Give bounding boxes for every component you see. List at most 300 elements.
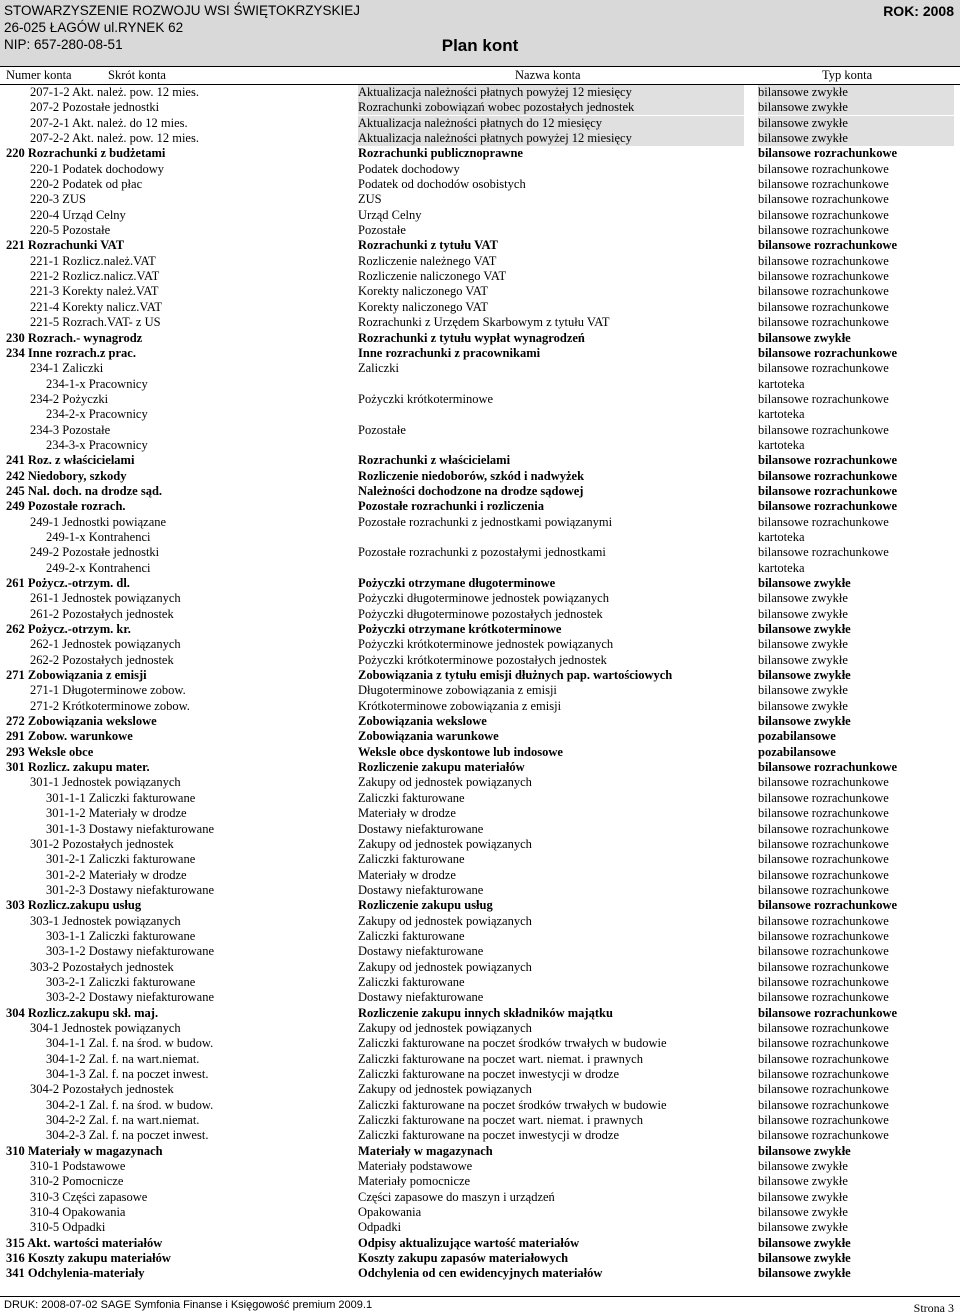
account-number: 221-2 Rozlicz.nalicz.VAT [30, 269, 160, 284]
table-row [0, 484, 960, 499]
account-type: bilansowe rozrachunkowe [758, 269, 889, 284]
account-type: pozabilansowe [758, 744, 836, 759]
table-row [0, 453, 960, 468]
account-type: bilansowe zwykłe [758, 100, 954, 115]
table-row [0, 729, 960, 744]
account-number: 220-4 Urząd Celny [30, 207, 126, 222]
account-number: 234-2 Pożyczki [30, 391, 109, 406]
table-row [0, 162, 960, 177]
account-type: bilansowe rozrachunkowe [758, 775, 889, 790]
account-type: bilansowe rozrachunkowe [758, 898, 898, 913]
account-type: bilansowe rozrachunkowe [758, 1082, 889, 1097]
table-row [0, 545, 960, 560]
table-row [0, 116, 960, 131]
account-number: 304-1-2 Zal. f. na wart.niemat. [46, 1051, 200, 1066]
account-name: Odpisy aktualizujące wartość materiałów [358, 1235, 580, 1250]
account-name: Zaliczki fakturowane na poczet inwestycji w drodze [358, 1067, 619, 1081]
table-row [0, 1128, 960, 1143]
account-type: bilansowe rozrachunkowe [758, 990, 889, 1005]
account-number: 316 Koszty zakupu materiałów [6, 1251, 171, 1266]
table-row [0, 192, 960, 207]
account-name: Pożyczki krótkoterminowe jednostek powiązanych [358, 637, 614, 652]
table-row [0, 591, 960, 606]
account-name: Pożyczki długoterminowe pozostałych jednostek [358, 606, 603, 621]
account-name: Materiały podstawowe [358, 1159, 473, 1174]
table-row [0, 499, 960, 514]
account-name: Weksle obce dyskontowe lub indosowe [358, 744, 563, 759]
account-name: Zakupy od jednostek powiązanych [358, 836, 532, 851]
account-number: 249-1 Jednostki powiązane [30, 514, 167, 529]
account-name: Dostawy niefakturowane [358, 821, 484, 836]
account-type: bilansowe zwykłe [758, 698, 848, 713]
account-name: Zakupy od jednostek powiązanych [358, 1020, 532, 1035]
account-type: bilansowe zwykłe [758, 637, 848, 652]
account-number: 304-1-1 Zal. f. na środ. w budow. [46, 1036, 214, 1051]
page-title: Plan kont [441, 36, 519, 55]
account-number: 301-1-3 Dostawy niefakturowane [46, 821, 215, 836]
account-type: bilansowe zwykłe [758, 652, 848, 667]
account-number: 303 Rozlicz.zakupu usług [6, 898, 142, 913]
account-type: bilansowe rozrachunkowe [758, 345, 898, 360]
account-type: bilansowe rozrachunkowe [758, 867, 889, 882]
account-name: Odchylenia od cen ewidencyjnych materiałów [358, 1266, 603, 1281]
account-type: bilansowe rozrachunkowe [758, 146, 898, 161]
account-name: Materiały w magazynach [358, 1143, 493, 1158]
account-name: Korekty naliczonego VAT [358, 284, 489, 299]
account-type: bilansowe zwykłe [758, 330, 851, 345]
table-row [0, 530, 960, 545]
account-number: 234 Inne rozrach.z prac. [6, 345, 136, 360]
table-row [0, 392, 960, 407]
account-number: 291 Zobow. warunkowe [6, 729, 133, 744]
account-number: 304-2-2 Zal. f. na wart.niemat. [46, 1113, 200, 1128]
account-type: bilansowe zwykłe [758, 591, 848, 606]
table-row [0, 822, 960, 837]
account-type: bilansowe zwykłe [758, 1143, 851, 1158]
table-row [0, 683, 960, 698]
account-number: 303-1-1 Zaliczki fakturowane [46, 928, 196, 943]
account-name: Podatek od dochodów osobistych [358, 177, 526, 192]
account-type: bilansowe rozrachunkowe [758, 499, 898, 514]
account-type: bilansowe zwykłe [758, 683, 848, 698]
account-type: bilansowe zwykłe [758, 714, 851, 729]
account-name: Krótkoterminowe zobowiązania z emisji [358, 698, 562, 713]
account-type: bilansowe rozrachunkowe [758, 790, 889, 805]
account-number: 310 Materiały w magazynach [6, 1143, 163, 1158]
account-number: 301-2 Pozostałych jednostek [30, 836, 174, 851]
table-row [0, 315, 960, 330]
account-type: bilansowe rozrachunkowe [758, 836, 889, 851]
account-name: Długoterminowe zobowiązania z emisji [358, 683, 557, 698]
account-number: 304-1 Jednostek powiązanych [30, 1020, 181, 1035]
account-type: bilansowe rozrachunkowe [758, 192, 889, 207]
account-number: 310-5 Odpadki [30, 1220, 106, 1235]
table-row [0, 929, 960, 944]
account-name: Pozostałe [358, 422, 406, 437]
account-type: bilansowe rozrachunkowe [758, 852, 889, 867]
table-row [0, 1006, 960, 1021]
account-name: Pozostałe rozrachunki z jednostkami powiązanymi [358, 514, 613, 529]
account-number: 272 Zobowiązania wekslowe [6, 714, 157, 729]
account-name: Pożyczki otrzymane krótkoterminowe [358, 622, 562, 637]
account-name: Rozliczenie zakupu usług [358, 898, 493, 913]
table-row [0, 1098, 960, 1113]
table-row [0, 146, 960, 161]
account-name: Opakowania [358, 1205, 422, 1220]
table-row [0, 1113, 960, 1128]
account-number: 304 Rozlicz.zakupu skł. maj. [6, 1005, 159, 1020]
table-row [0, 960, 960, 975]
table-row [0, 837, 960, 852]
table-row [0, 868, 960, 883]
account-number: 234-1-x Pracownicy [46, 376, 148, 391]
page-number: Strona 3 [913, 1301, 954, 1315]
table-row [0, 331, 960, 346]
account-name: Dostawy niefakturowane [358, 990, 484, 1005]
column-header-row [0, 66, 960, 85]
account-type: bilansowe rozrachunkowe [758, 253, 889, 268]
account-type: bilansowe zwykłe [758, 668, 851, 683]
account-type: bilansowe rozrachunkowe [758, 1128, 889, 1143]
table-row [0, 407, 960, 422]
account-number: 220-5 Pozostałe [30, 223, 111, 238]
account-number: 301 Rozlicz. zakupu mater. [6, 760, 150, 775]
account-type: bilansowe rozrachunkowe [758, 1097, 889, 1112]
account-name: Zobowiązania z tytułu emisji dłużnych pap. wartościowych [358, 668, 673, 683]
account-number: 303-2-1 Zaliczki fakturowane [46, 974, 196, 989]
account-type: bilansowe zwykłe [758, 1205, 848, 1220]
account-type: kartoteka [758, 407, 805, 422]
account-name: Materiały w drodze [358, 867, 456, 882]
col-name-header: Nazwa konta [515, 68, 581, 82]
account-name: Zaliczki fakturowane [358, 790, 465, 805]
account-number: 261-1 Jednostek powiązanych [30, 591, 181, 606]
account-type: bilansowe rozrachunkowe [758, 913, 889, 928]
account-name: Materiały pomocnicze [358, 1174, 471, 1189]
table-row [0, 668, 960, 683]
account-name: Zaliczki fakturowane na poczet środków trwałych w budowie [358, 1097, 667, 1112]
account-name: Korekty naliczonego VAT [358, 299, 489, 314]
account-name: Pożyczki krótkoterminowe pozostałych jednostek [358, 652, 607, 667]
account-number: 249-2-x Kontrahenci [46, 560, 151, 575]
table-row [0, 852, 960, 867]
table-row [0, 131, 960, 146]
col-number-header: Numer konta [6, 68, 72, 82]
account-name: Materiały w drodze [358, 806, 456, 821]
account-number: 304-1-3 Zal. f. na poczet inwest. [46, 1067, 209, 1081]
account-number: 249-1-x Kontrahenci [46, 529, 151, 544]
account-name: Pożyczki krótkoterminowe [358, 391, 494, 406]
year-label: ROK: 2008 [883, 3, 954, 19]
account-name: Pozostałe rozrachunki i rozliczenia [358, 499, 544, 514]
account-number: 271-1 Długoterminowe zobow. [30, 683, 186, 698]
account-type: bilansowe zwykłe [758, 1159, 848, 1174]
org-nip: NIP: 657-280-08-51 [4, 37, 123, 52]
account-type: bilansowe rozrachunkowe [758, 974, 889, 989]
account-name: Należności dochodzone na drodze sądowej [358, 483, 584, 498]
account-type: bilansowe rozrachunkowe [758, 1067, 889, 1081]
account-number: 207-2-2 Akt. należ. pow. 12 mies. [30, 131, 199, 146]
account-name: Odpadki [358, 1220, 402, 1235]
print-info: DRUK: 2008-07-02 SAGE Symfonia Finanse i Księgowość premium 2009.1 [4, 1299, 373, 1311]
account-number: 220-1 Podatek dochodowy [30, 161, 165, 176]
account-name: Rozliczenie zakupu innych składników majątku [358, 1005, 613, 1020]
account-name: Koszty zakupu zapasów materiałowych [358, 1251, 569, 1266]
account-name: Zakupy od jednostek powiązanych [358, 913, 532, 928]
account-number: 221 Rozrachunki VAT [6, 238, 125, 253]
account-name: Zaliczki fakturowane na poczet wart. niemat. i prawnych [358, 1051, 643, 1066]
account-type: bilansowe zwykłe [758, 1235, 851, 1250]
account-type: bilansowe rozrachunkowe [758, 806, 889, 821]
account-number: 261 Pożycz.-otrzym. dl. [6, 576, 130, 590]
account-number: 303-1-2 Dostawy niefakturowane [46, 944, 215, 959]
account-number: 262 Pożycz.-otrzym. kr. [6, 622, 131, 637]
account-type: kartoteka [758, 376, 805, 391]
account-number: 301-1-2 Materiały w drodze [46, 806, 187, 821]
account-type: bilansowe rozrachunkowe [758, 299, 889, 314]
report-footer [0, 1296, 960, 1316]
account-number: 303-2 Pozostałych jednostek [30, 959, 174, 974]
account-name: Rozliczenie naliczonego VAT [358, 269, 507, 284]
table-row [0, 269, 960, 284]
account-name: Pozostałe [358, 223, 406, 238]
account-name: Zakupy od jednostek powiązanych [358, 775, 532, 790]
account-number: 315 Akt. wartości materiałów [6, 1235, 163, 1250]
col-type-header: Typ konta [822, 68, 873, 82]
account-type: bilansowe zwykłe [758, 622, 851, 637]
table-row [0, 223, 960, 238]
account-number: 271 Zobowiązania z emisji [6, 668, 147, 683]
account-type: bilansowe rozrachunkowe [758, 882, 889, 897]
table-row [0, 975, 960, 990]
account-name: Zobowiązania wekslowe [358, 714, 487, 729]
account-type: pozabilansowe [758, 729, 836, 744]
account-number: 241 Roz. z właścicielami [6, 453, 135, 468]
account-number: 301-2-2 Materiały w drodze [46, 867, 187, 882]
account-number: 234-1 Zaliczki [30, 361, 104, 376]
account-type: bilansowe zwykłe [758, 116, 954, 131]
table-row [0, 1174, 960, 1189]
table-row [0, 806, 960, 821]
account-type: bilansowe rozrachunkowe [758, 422, 889, 437]
table-row [0, 699, 960, 714]
account-name: Rozrachunki publicznoprawne [358, 146, 523, 161]
account-name: Zaliczki fakturowane [358, 974, 465, 989]
account-type: bilansowe rozrachunkowe [758, 1113, 889, 1128]
account-number: 310-1 Podstawowe [30, 1159, 126, 1174]
account-type: bilansowe rozrachunkowe [758, 453, 898, 468]
account-number: 230 Rozrach.- wynagrodz [6, 330, 143, 345]
table-row [0, 361, 960, 376]
account-type: bilansowe rozrachunkowe [758, 514, 889, 529]
account-number: 221-1 Rozlicz.należ.VAT [30, 253, 156, 268]
account-type: bilansowe zwykłe [758, 1189, 848, 1204]
account-number: 303-1 Jednostek powiązanych [30, 913, 181, 928]
table-row [0, 100, 960, 115]
account-name: Zobowiązania warunkowe [358, 729, 499, 744]
account-number: 234-2-x Pracownicy [46, 407, 148, 422]
account-type: bilansowe rozrachunkowe [758, 468, 898, 483]
table-row [0, 1251, 960, 1266]
account-number: 221-3 Korekty należ.VAT [30, 284, 159, 299]
account-number: 262-2 Pozostałych jednostek [30, 652, 174, 667]
account-number: 293 Weksle obce [6, 744, 94, 759]
account-type: bilansowe rozrachunkowe [758, 959, 889, 974]
account-name: Pozostałe rozrachunki z pozostałymi jednostkami [358, 545, 606, 560]
table-row [0, 438, 960, 453]
table-row [0, 515, 960, 530]
account-type: bilansowe rozrachunkowe [758, 1036, 889, 1051]
account-number: 271-2 Krótkoterminowe zobow. [30, 698, 190, 713]
account-number: 245 Nal. doch. na drodze sąd. [6, 483, 163, 498]
account-number: 301-2-1 Zaliczki fakturowane [46, 852, 196, 867]
account-name: Części zapasowe do maszyn i urządzeń [358, 1189, 555, 1204]
account-name: Rozrachunki z Urzędem Skarbowym z tytułu VAT [358, 315, 610, 330]
account-type: bilansowe rozrachunkowe [758, 238, 898, 253]
table-row [0, 208, 960, 223]
account-type: bilansowe rozrachunkowe [758, 944, 889, 959]
account-type: bilansowe rozrachunkowe [758, 1051, 889, 1066]
table-row [0, 760, 960, 775]
account-name: Zaliczki fakturowane [358, 928, 465, 943]
table-row [0, 1205, 960, 1220]
table-row [0, 85, 960, 100]
account-name: Zakupy od jednostek powiązanych [358, 1082, 532, 1097]
account-type: bilansowe rozrachunkowe [758, 207, 889, 222]
table-row [0, 346, 960, 361]
account-type: bilansowe rozrachunkowe [758, 545, 889, 560]
account-number: 207-2-1 Akt. należ. do 12 mies. [30, 115, 188, 130]
table-row [0, 1159, 960, 1174]
table-row [0, 1052, 960, 1067]
account-number: 249-2 Pozostałe jednostki [30, 545, 160, 560]
table-row [0, 1266, 960, 1281]
account-name: Rozrachunki z tytułu wypłat wynagrodzeń [358, 330, 585, 345]
account-name: Urząd Celny [358, 207, 422, 222]
account-type: bilansowe rozrachunkowe [758, 223, 889, 238]
account-name: Rozliczenie niedoborów, szkód i nadwyżek [358, 468, 585, 483]
account-type: bilansowe rozrachunkowe [758, 161, 889, 176]
account-type: bilansowe rozrachunkowe [758, 177, 889, 192]
account-number: 261-2 Pozostałych jednostek [30, 606, 174, 621]
account-type: bilansowe rozrachunkowe [758, 315, 889, 330]
account-number: 249 Pozostałe rozrach. [6, 499, 126, 514]
account-number: 221-4 Korekty nalicz.VAT [30, 299, 163, 314]
table-row [0, 238, 960, 253]
account-number: 301-1 Jednostek powiązanych [30, 775, 181, 790]
account-number: 221-5 Rozrach.VAT- z US [30, 315, 161, 330]
account-number: 220 Rozrachunki z budżetami [6, 146, 166, 161]
table-row [0, 284, 960, 299]
account-type: bilansowe zwykłe [758, 1251, 851, 1266]
account-type: bilansowe zwykłe [758, 1266, 851, 1281]
table-row [0, 377, 960, 392]
account-number: 301-2-3 Dostawy niefakturowane [46, 882, 215, 897]
account-name: Rozliczenie zakupu materiałów [358, 760, 525, 775]
account-type: bilansowe rozrachunkowe [758, 391, 889, 406]
account-name: Zaliczki fakturowane na poczet inwestycji w drodze [358, 1128, 619, 1143]
table-row [0, 1190, 960, 1205]
table-row [0, 254, 960, 269]
table-row [0, 1236, 960, 1251]
table-row [0, 898, 960, 913]
account-number: 242 Niedobory, szkody [6, 468, 127, 483]
table-row [0, 745, 960, 760]
account-name: Rozliczenie należnego VAT [358, 253, 497, 268]
account-type: kartoteka [758, 529, 805, 544]
table-row [0, 775, 960, 790]
account-name: Inne rozrachunki z pracownikami [358, 345, 541, 360]
account-name: Zakupy od jednostek powiązanych [358, 959, 532, 974]
account-type: bilansowe zwykłe [758, 606, 848, 621]
table-row [0, 714, 960, 729]
table-row [0, 1220, 960, 1235]
account-type: kartoteka [758, 437, 805, 452]
table-row [0, 423, 960, 438]
table-row [0, 1067, 960, 1082]
table-row [0, 177, 960, 192]
account-number: 310-4 Opakowania [30, 1205, 126, 1220]
account-number: 310-2 Pomocnicze [30, 1174, 124, 1189]
account-type: bilansowe rozrachunkowe [758, 928, 889, 943]
account-number: 304-2-3 Zal. f. na poczet inwest. [46, 1128, 209, 1143]
account-type: bilansowe zwykłe [758, 85, 954, 100]
account-number: 234-3 Pozostałe [30, 422, 111, 437]
table-row [0, 1082, 960, 1097]
table-row [0, 607, 960, 622]
table-row [0, 914, 960, 929]
account-name: Aktualizacja należności płatnych powyżej 12 miesięcy [358, 85, 744, 100]
table-row [0, 1144, 960, 1159]
table-row [0, 576, 960, 591]
account-number: 301-1-1 Zaliczki fakturowane [46, 790, 196, 805]
table-row [0, 791, 960, 806]
account-type: kartoteka [758, 560, 805, 575]
account-number: 207-1-2 Akt. należ. pow. 12 mies. [30, 85, 199, 99]
table-row [0, 300, 960, 315]
report-header [0, 0, 960, 66]
account-name: Zaliczki fakturowane na poczet środków trwałych w budowie [358, 1036, 667, 1051]
account-name: Rozrachunki z właścicielami [358, 453, 511, 468]
table-row [0, 637, 960, 652]
account-number: 341 Odchylenia-materiały [6, 1266, 145, 1281]
org-address: 26-025 ŁAGÓW ul.RYNEK 62 [4, 20, 184, 35]
table-row [0, 561, 960, 576]
col-short-header: Skrót konta [108, 68, 166, 82]
account-type: bilansowe zwykłe [758, 576, 851, 590]
account-name: Pożyczki otrzymane długoterminowe [358, 576, 556, 590]
account-name: ZUS [358, 192, 382, 207]
account-number: 262-1 Jednostek powiązanych [30, 637, 181, 652]
table-row [0, 1036, 960, 1051]
account-name: Podatek dochodowy [358, 161, 460, 176]
account-type: bilansowe zwykłe [758, 1174, 848, 1189]
account-name: Zaliczki fakturowane na poczet wart. niemat. i prawnych [358, 1113, 643, 1128]
account-type: bilansowe zwykłe [758, 1220, 848, 1235]
account-type: bilansowe rozrachunkowe [758, 361, 889, 376]
account-name: Zaliczki fakturowane [358, 852, 465, 867]
account-name: Dostawy niefakturowane [358, 882, 484, 897]
accounts-list [0, 85, 960, 1282]
table-row [0, 469, 960, 484]
table-row [0, 1021, 960, 1036]
account-name: Rozrachunki z tytułu VAT [358, 238, 498, 253]
table-row [0, 990, 960, 1005]
account-number: 310-3 Części zapasowe [30, 1189, 148, 1204]
account-type: bilansowe rozrachunkowe [758, 1020, 889, 1035]
account-name: Dostawy niefakturowane [358, 944, 484, 959]
account-name: Rozrachunki zobowiązań wobec pozostałych jednostek [358, 100, 744, 115]
